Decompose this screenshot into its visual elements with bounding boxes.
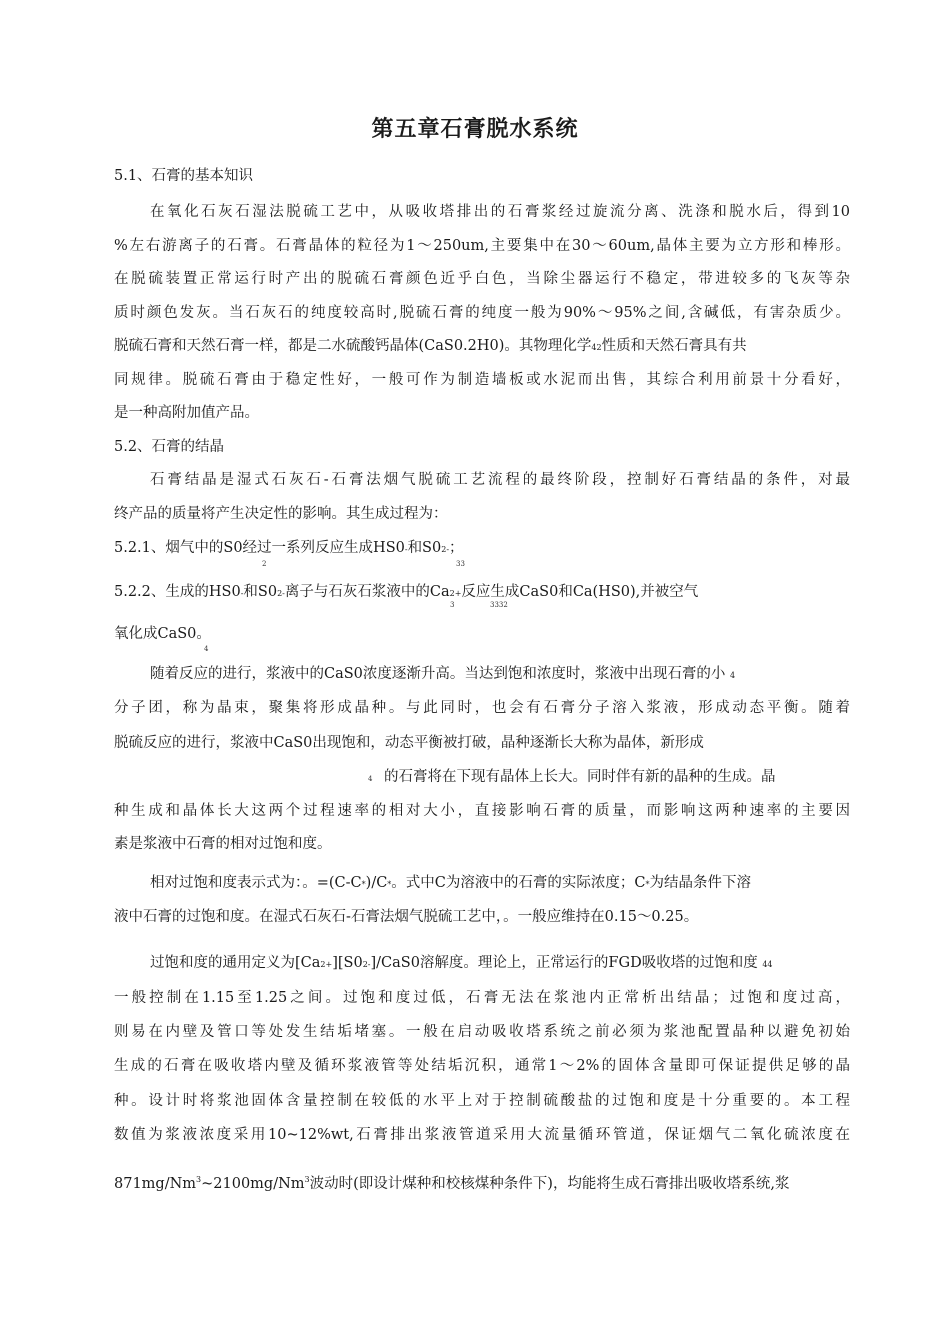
paragraph-line: 分子团，称为晶束，聚集将形成晶种。与此同时，也会有石膏分子溶入浆液，形成动态平衡。随着	[114, 700, 850, 716]
subscript-mark: 3	[450, 601, 455, 609]
paragraph-line: 脱硫石膏和天然石膏一样，都是二水硫酸钙晶体(CaS0.2H0)。其物理化学42性质和天然石膏具有共	[114, 338, 747, 354]
paragraph-line: %左右游离子的石膏。石膏晶体的粒径为1～250um,主要集中在30～60um,晶体主要为立方形和棒形。	[114, 238, 850, 254]
paragraph-line: 同规律。脱硫石膏由于稳定性好，一般可作为制造墙板或水泥而出售，其综合利用前景十分看好，	[114, 372, 850, 388]
subscript-mark: 3332	[490, 601, 508, 609]
paragraph-line: 在脱硫装置正常运行时产出的脱硫石膏颜色近乎白色，当除尘器运行不稳定，带进较多的飞灰等杂	[114, 271, 850, 287]
subscript-mark: 33	[456, 560, 465, 568]
paragraph-line: 相对过饱和度表示式为：。=(C-C*)/C*。式中C为溶液中的石膏的实际浓度；C*为结晶条件下溶	[150, 875, 751, 891]
paragraph-line: 一般控制在1.15至1.25之间。过饱和度过低，石膏无法在浆池内正常析出结晶；过饱和度过高，	[114, 990, 850, 1006]
paragraph-line: 则易在内壁及管口等处发生结垢堵塞。一般在启动吸收塔系统之前必须为浆池配置晶种以避免初始	[114, 1024, 850, 1040]
step-5-2-1: 5.2.1、烟气中的S0经过一系列反应生成HS0-和S02-；	[114, 540, 464, 556]
paragraph-line: 脱硫反应的进行，浆液中CaS0出现饱和，动态平衡被打破，晶种逐渐长大称为晶体，新形成	[114, 735, 704, 751]
paragraph-line: 过饱和度的通用定义为[Ca2+][S02-]/CaS0溶解度。理论上，正常运行的FGD吸收塔的过饱和度 44	[150, 955, 773, 971]
step-5-2-2: 5.2.2、生成的HS0-和S02-离子与石灰石浆液中的Ca2+反应生成CaS0和Ca(HS0),并被空气	[114, 584, 699, 600]
paragraph-line: 种。设计时将浆池固体含量控制在较低的水平上对于控制硫酸盐的过饱和度是十分重要的。本工程	[114, 1093, 850, 1109]
section-heading-5-2: 5.2、石膏的结晶	[114, 439, 225, 455]
paragraph-line: 种生成和晶体长大这两个过程速率的相对大小，直接影响石膏的质量，而影响这两种速率的主要因	[114, 803, 850, 819]
paragraph-line: 数值为浆液浓度采用10~12%wt,石膏排出浆液管道采用大流量循环管道，保证烟气二氧化硫浓度在	[114, 1127, 850, 1143]
paragraph-line: 质时颜色发灰。当石灰石的纯度较高时,脱硫石膏的纯度一般为90%～95%之间,含碱低，有害杂质少。	[114, 305, 850, 321]
subscript-mark: 4	[204, 645, 209, 653]
chapter-title: 第五章石膏脱水系统	[371, 117, 579, 142]
paragraph-line: 素是浆液中石膏的相对过饱和度。	[114, 836, 332, 852]
subscript-mark: 4	[368, 775, 373, 783]
paragraph-line: 液中石膏的过饱和度。在湿式石灰石-石膏法烟气脱硫工艺中，。一般应维持在0.15～0.25。	[114, 909, 699, 925]
paragraph-line: 终产品的质量将产生决定性的影响。其生成过程为：	[114, 506, 448, 522]
paragraph-line: 在氧化石灰石湿法脱硫工艺中，从吸收塔排出的石膏浆经过旋流分离、洗涤和脱水后，得到10	[150, 204, 850, 220]
paragraph-line: 氧化成CaS0。	[114, 626, 211, 642]
paragraph-line: 是一种高附加值产品。	[114, 405, 259, 421]
paragraph-line: 随着反应的进行，浆液中的CaS0浓度逐渐升高。当达到饱和浓度时，浆液中出现石膏的小 4	[150, 666, 736, 682]
paragraph-line: 石膏结晶是湿式石灰石-石膏法烟气脱硫工艺流程的最终阶段，控制好石膏结晶的条件，对最	[150, 472, 850, 488]
paragraph-line: 生成的石膏在吸收塔内壁及循环浆液管等处结垢沉积，通常1～2%的固体含量即可保证提供足够的晶	[114, 1058, 850, 1074]
paragraph-line: 871mg/Nm$^3$~2100mg/Nm$^3$波动时(即设计煤种和校核煤种条件下)，均能将生成石膏排出吸收塔系统,浆	[114, 1175, 790, 1192]
section-heading-5-1: 5.1、石膏的基本知识	[114, 168, 254, 184]
subscript-mark: 2	[262, 560, 267, 568]
paragraph-line: 的石膏将在下现有晶体上长大。同时伴有新的晶种的生成。晶	[384, 769, 776, 785]
